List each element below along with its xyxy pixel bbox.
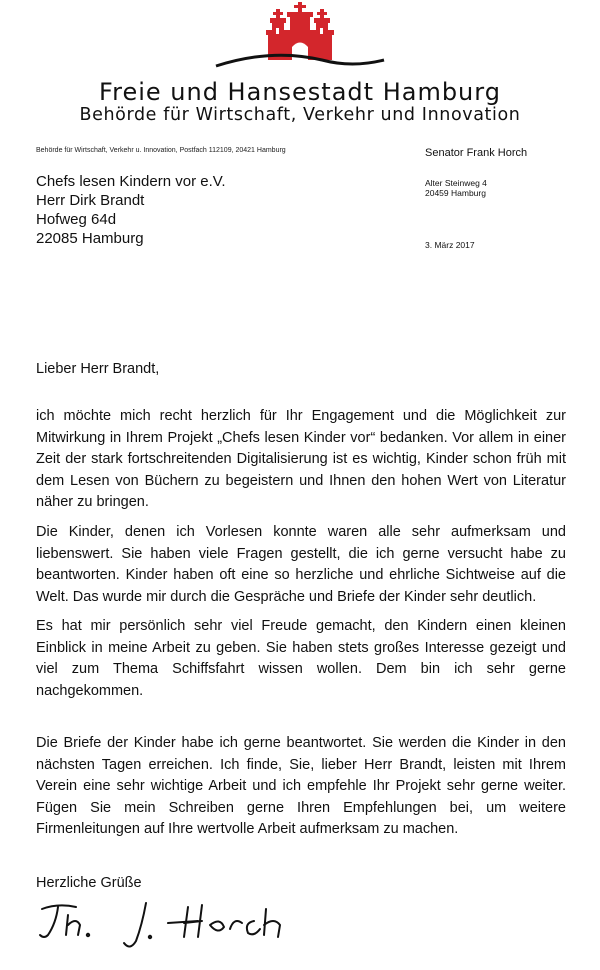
sender-street: Alter Steinweg 4 xyxy=(425,178,487,188)
closing: Herzliche Grüße xyxy=(36,875,142,891)
body-paragraph: ich möchte mich recht herzlich für Ihr Engagement und die Möglichkeit zur Mitwirkung in Ihrem Projekt „Chefs lesen Kinder vor“ bedanken. Vor allem in einer Zeit der stark fortschreitenden Digitalisierung ist es wichtig, Kinder schon früh mit dem Lesen von Büchern zu begeistern und Ihnen den hohen Wert von Literatur näher zu bringen. xyxy=(36,408,566,510)
body-paragraph: Es hat mir persönlich sehr viel Freude gemacht, den Kindern einen kleinen Einblick in meine Arbeit zu geben. Sie haben stets großes Interesse gezeigt und viel zum Thema Schiffsfahrt wissen wollen. Dem bin ich sehr gerne nachgekommen. xyxy=(36,618,566,699)
salutation: Lieber Herr Brandt, xyxy=(36,361,160,377)
body-paragraph: Die Briefe der Kinder habe ich gerne beantwortet. Sie werden die Kinder in den nächsten Tagen erreichen. Ich finde, Sie, lieber Herr Brandt, leisten mit Ihrem Verein eine sehr wichtige Arbeit und ich empfehle Ihr Projekt sehr gerne weiter. Fügen Sie mein Schreiben gerne Ihren Empfehlungen bei, um weitere Firmenleitungen auf Ihre wertvolle Arbeit aufmerksam zu machen. xyxy=(36,735,566,837)
recipient-line: Herr Dirk Brandt xyxy=(36,192,145,209)
organization-name: Freie und Hansestadt Hamburg xyxy=(99,78,501,106)
recipient-address xyxy=(36,172,226,248)
department-name: Behörde für Wirtschaft, Verkehr und Innovation xyxy=(79,105,521,125)
recipient-line: Hofweg 64d xyxy=(36,211,117,228)
recipient-line: Chefs lesen Kindern vor e.V. xyxy=(36,173,226,190)
sender-name: Senator Frank Horch xyxy=(425,147,528,159)
handwritten-signature-icon xyxy=(38,895,298,955)
letter-date: 3. März 2017 xyxy=(425,240,475,250)
return-address: Behörde für Wirtschaft, Verkehr u. Innovation, Postfach 112109, 20421 Hamburg xyxy=(36,147,286,154)
sender-city: 20459 Hamburg xyxy=(425,188,486,198)
recipient-line: 22085 Hamburg xyxy=(36,230,144,247)
body-paragraph: Die Kinder, denen ich Vorlesen konnte waren alle sehr aufmerksam und liebenswert. Sie haben viele Fragen gestellt, die ich gerne versucht habe zu beantworten. Kinder haben oft eine so herzliche und ehrliche Sichtweise auf die Welt. Das wurde mir durch die Gespräche und Briefe der Kinder sehr deutlich. xyxy=(36,524,566,605)
hamburg-coat-of-arms-icon xyxy=(212,0,388,82)
